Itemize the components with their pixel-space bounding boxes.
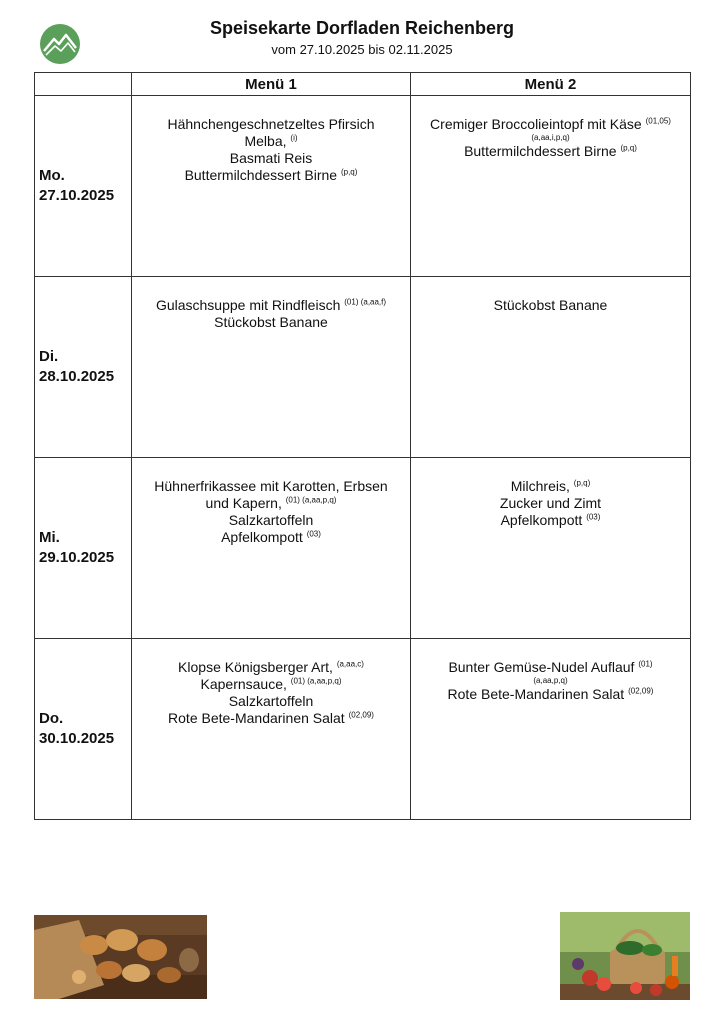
dish-line [134,659,408,676]
dish-line [134,710,408,727]
allergen-code: (03) [586,512,601,522]
allergen-code: (02,09) [348,710,374,720]
allergen-code: (01) [638,659,653,669]
column-header-menu1: Menü 1 [132,73,411,96]
dish-line [134,529,408,546]
allergen-code: (01) (a,aa,p,q) [285,495,337,505]
dish-line [134,297,408,314]
dish-line [413,478,688,495]
day-cell [35,96,132,277]
vegetable-basket-photo [560,912,690,1000]
allergen-code: (01) (a,aa,f) [344,297,387,307]
day-cell [35,458,132,639]
day-row [35,96,691,277]
dish-line [413,143,688,160]
menu-table [34,72,691,820]
weekday-label: Mo. [39,167,65,184]
page-title: Speisekarte Dorfladen Reichenberg [209,18,515,38]
dish-line [134,676,408,693]
dish-line [413,116,688,133]
dish-text: Buttermilchdessert Birne [184,167,338,183]
dish-text: Salzkartoffeln [228,512,314,528]
allergen-code: (a,aa,c) [336,659,364,669]
day-row [35,458,691,639]
menu2-cell [411,277,691,458]
dish-line [134,478,408,495]
dish-line [134,116,408,133]
dish-text: Milchreis, [510,478,570,494]
dish-text: Buttermilchdessert Birne [464,143,617,159]
date-label: 29.10.2025 [39,549,115,566]
dish-text: Bunter Gemüse-Nudel Auflauf [448,659,635,675]
allergen-code: (01,05) [645,116,671,126]
dish-text: Gulaschsuppe mit Rindfleisch [155,297,341,313]
dish-text: Stückobst Banane [214,314,328,330]
dish-line [413,512,688,529]
dish-text: und Kapern, [205,495,282,511]
allergen-code: (p,q) [620,143,637,153]
day-cell [35,277,132,458]
menu2-cell [411,458,691,639]
dish-text: Apfelkompott [500,512,583,528]
dish-text: Zucker und Zimt [499,495,602,511]
menu1-cell [132,277,411,458]
allergen-code: (a,aa,p,q) [533,676,568,685]
dish-line [134,314,408,331]
allergen-code: (a,aa,i,p,q) [531,133,570,142]
dish-text: Rote Bete-Mandarinen Salat [168,710,345,726]
dish-line [134,133,408,150]
dish-text: Klopse Königsberger Art, [178,659,333,675]
bread-photo [34,915,207,999]
dish-line [413,297,688,314]
dish-text: Hühnerfrikassee mit Karotten, Erbsen [154,478,388,494]
corner-cell [35,73,132,96]
weekday-label: Di. [39,348,59,365]
weekday-label: Mi. [39,529,60,546]
date-range: vom 27.10.2025 bis 02.11.2025 [271,42,453,57]
day-row [35,639,691,820]
dish-text: Apfelkompott [221,529,303,545]
dish-line [134,693,408,710]
dish-line [134,167,408,184]
dish-line [413,686,688,703]
dish-text: Salzkartoffeln [228,693,314,709]
date-label: 28.10.2025 [39,368,115,385]
dish-line [413,495,688,512]
dish-line [134,512,408,529]
dish-line [134,495,408,512]
date-label: 27.10.2025 [39,187,115,204]
header-row [35,73,691,96]
dish-line [413,659,688,676]
dish-text: Hähnchengeschnetzeltes Pfirsich [167,116,375,132]
menu2-cell [411,96,691,277]
allergen-code: (03) [306,529,321,539]
menu1-cell [132,96,411,277]
dish-text: Rote Bete-Mandarinen Salat [447,686,625,702]
dish-text: Melba, [244,133,287,149]
dish-text: Stückobst Banane [493,297,608,313]
dish-text: Basmati Reis [229,150,313,166]
dish-text: Cremiger Broccolieintopf mit Käse [430,116,642,132]
menu1-cell [132,639,411,820]
menu1-cell [132,458,411,639]
allergen-code: (i) [290,133,298,143]
allergen-code: (p,q) [573,478,591,488]
day-cell [35,639,132,820]
allergen-code: (p,q) [340,167,358,177]
allergen-code: (01) (a,aa,p,q) [290,676,342,686]
dish-text: Kapernsauce, [200,676,287,692]
weekday-label: Do. [39,710,64,727]
menu2-cell [411,639,691,820]
column-header-menu2: Menü 2 [411,73,691,96]
day-row [35,277,691,458]
dish-line [134,150,408,167]
allergen-code: (02,09) [628,686,654,696]
date-label: 30.10.2025 [39,730,115,747]
